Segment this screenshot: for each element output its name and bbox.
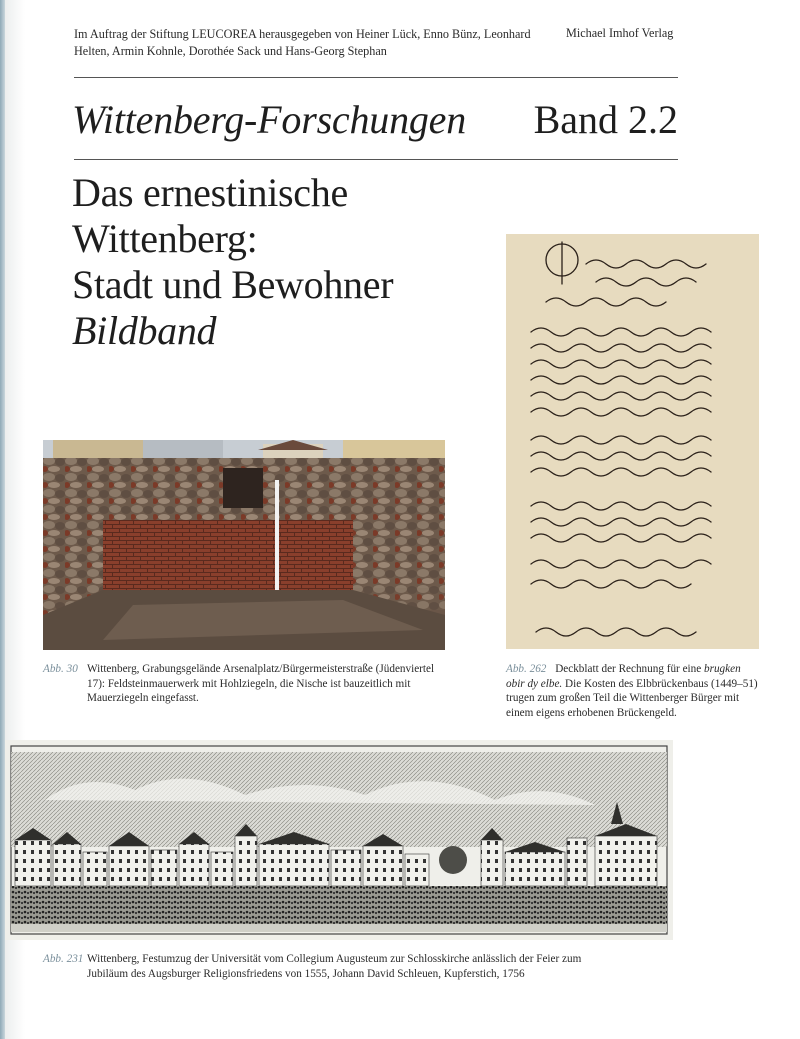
top-rule [74,77,678,78]
caption-text-end: Die Kosten des Elbbrückenbaus (1449–51) trugen zum großen Teil die Wittenberger Bürger mit einem eigens erhobenen Brückengeld. [506,677,758,719]
figure-number: Abb. 30 [43,663,78,675]
caption-excavation [43,662,453,706]
figure-number: Abb. 262 [506,663,547,675]
title-rule [74,159,678,160]
book-title [72,170,492,354]
caption-quote: brugken obir dy elbe. [506,663,741,690]
caption-text: Wittenberg, Festumzug der Universität vom Collegium Augusteum zur Schlosskirche anlässlich der Feier zum Jubiläum des Augsburger Religionsfriedens von 1555, Johann David Schleuen, Kupferstich, 1756 [87,953,582,980]
title-line-2: Wittenberg: [72,216,258,261]
caption-manuscript [506,662,761,720]
editors-credit: Im Auftrag der Stiftung LEUCOREA herausgegeben von Heiner Lück, Enno Bünz, Leonhard Helten, Armin Kohnle, Dorothée Sack und Hans-Georg Stephan [74,27,531,58]
caption-text: Wittenberg, Grabungsgelände Arsenalplatz/Bürgermeisterstraße (Jüdenviertel 17): Feldsteinmauerwerk mit Hohlziegeln, die Nische ist bauzeitlich mit Mauerziegeln eingefasst. [87,663,435,704]
manuscript-scan [506,234,759,649]
engraving-panorama [5,740,673,940]
book-subtitle: Bildband [72,308,217,353]
excavation-photo [43,440,445,650]
title-line-1: Das ernestinische [72,170,348,215]
title-line-3: Stadt und Bewohner [72,262,394,307]
figure-number: Abb. 231 [43,953,84,965]
caption-engraving [43,952,583,981]
volume-number: Band 2.2 [533,97,678,142]
caption-text-start: Deckblatt der Rechnung für eine [555,663,702,675]
publisher-name: Michael Imhof Verlag [566,26,674,40]
series-title: Wittenberg-Forschungen [72,97,467,142]
